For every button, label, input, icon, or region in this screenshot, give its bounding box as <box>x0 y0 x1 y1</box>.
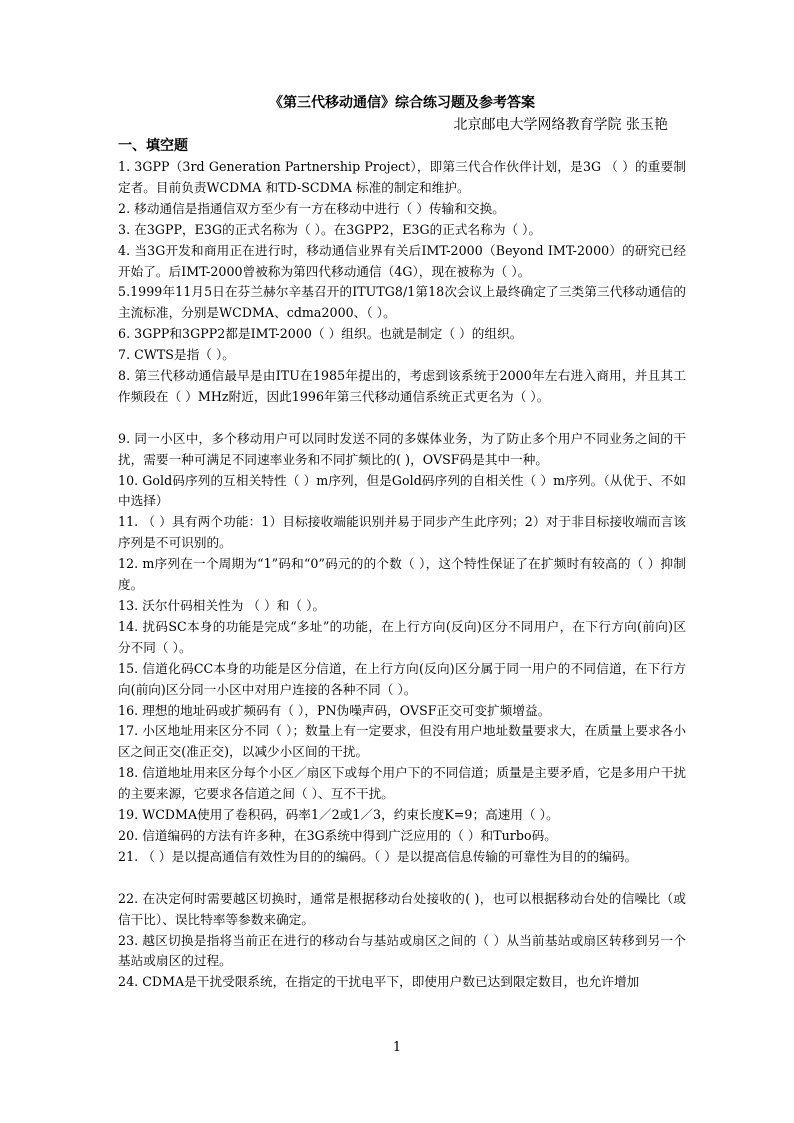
question-17: 17. 小区地址用来区分不同（ ）；数量上有一定要求，但没有用户地址数量要求大，在质量上要求各小区之间正交(准正交)，以减少小区间的干扰。 <box>118 723 686 760</box>
question-16: 16. 理想的地址码或扩频码有（ ），PN伪噪声码，OVSF正交可变扩频增益。 <box>118 702 551 718</box>
question-22: 22. 在决定何时需要越区切换时，通常是根据移动台处接收的( )，也可以根据移动台处的信噪比（或信干比）、误比特率等参数来确定。 <box>118 890 686 927</box>
question-4: 4. 当3G开发和商用正在进行时，移动通信业界有关后IMT-2000（Beyond IMT-2000）的研究已经开始了。后IMT-2000曾被称为第四代移动通信（4G），现在被称为（ ）。 <box>118 242 686 279</box>
question-15: 15. 信道化码CC本身的功能是区分信道，在上行方向(反向)区分属于同一用户的不同信道，在下行方向(前向)区分同一小区中对用户连接的各种不同（ ）。 <box>118 660 686 697</box>
document-page <box>118 92 686 993</box>
question-6: 6. 3GPP和3GPP2都是IMT-2000（ ）组织。也就是制定（ ）的组织。 <box>118 326 523 342</box>
question-18: 18. 信道地址用来区分每个小区／扇区下或每个用户下的不同信道；质量是主要矛盾，它是多用户干扰的主要来源，它要求各信道之间（ ）、互不干扰。 <box>118 765 686 802</box>
question-1: 1. 3GPP（3rd Generation Partnership Project），即第三代合作伙伴计划，是3G （ ）的重要制定者。目前负责WCDMA 和TD-SCDMA 标准的制定和维护。 <box>118 159 686 195</box>
page-number: 1 <box>392 1040 402 1055</box>
question-20: 20. 信道编码的方法有许多种，在3G系统中得到广泛应用的（ ）和Turbo码。 <box>118 827 557 843</box>
question-24: 24. CDMA是干扰受限系统，在指定的干扰电平下，即使用户数已达到限定数目，也允许增加 <box>118 974 640 990</box>
question-10: 10. Gold码序列的互相关特性（ ）m序列，但是Gold码序列的自相关性（ ）m序列。（从优于、不如中选择） <box>118 472 686 509</box>
question-2: 2. 移动通信是指通信双方至少有一方在移动中进行（ ）传输和交换。 <box>118 200 505 216</box>
paragraph-gap <box>118 868 686 889</box>
document-author: 北京邮电大学网络教育学院 张玉艳 <box>453 117 668 133</box>
question-14: 14. 扰码SC本身的功能是完成“多址”的功能，在上行方向(反向)区分不同用户，在下行方向(前向)区分不同（ ）。 <box>118 618 686 655</box>
document-title: 《第三代移动通信》综合练习题及参考答案 <box>269 95 535 111</box>
question-9: 9. 同一小区中，多个移动用户可以同时发送不同的多媒体业务，为了防止多个用户不同业务之间的干扰，需要一种可满足不同速率业务和不同扩频比的( )，OVSF码是其中一种。 <box>118 430 686 467</box>
question-23: 23. 越区切换是指将当前正在进行的移动台与基站或扇区之间的（ ）从当前基站或扇区转移到另一个基站或扇区的过程。 <box>118 932 686 969</box>
question-5: 5.1999年11月5日在芬兰赫尔辛基召开的ITUTG8/1第18次会议上最终确定了三类第三代移动通信的主流标准，分别是WCDMA、cdma2000、（ ）。 <box>118 284 686 321</box>
question-3: 3. 在3GPP，E3G的正式名称为（ ）。在3GPP2，E3G的正式名称为（ ）。 <box>118 221 542 237</box>
question-8: 8. 第三代移动通信最早是由ITU在1985年提出的，考虑到该系统于2000年左右进入商用，并且其工作频段在（ ）MHz附近，因此1996年第三代移动通信系统正式更名为（ ）。 <box>118 368 686 404</box>
question-7: 7. CWTS是指（ ）。 <box>118 347 235 363</box>
question-12: 12. m序列在一个周期为“1”码和“0”码元的的个数（ ），这个特性保证了在扩频时有较高的（ ）抑制度。 <box>118 556 686 593</box>
section-heading: 一、填空题 <box>118 138 188 154</box>
question-11: 11. （ ）具有两个功能：1）目标接收端能识别并易于同步产生此序列；2）对于非目标接收端而言该序列是不可识别的。 <box>118 514 686 551</box>
question-19: 19. WCDMA使用了卷积码，码率1／2或1／3，约束长度K=9；高速用（ ）。 <box>118 807 559 823</box>
question-21: 21. （ ）是以提高通信有效性为目的的编码。（ ）是以提高信息传输的可靠性为目的的编码。 <box>118 848 638 864</box>
question-13: 13. 沃尔什码相关性为 （ ）和（ ）。 <box>118 598 326 614</box>
paragraph-gap <box>118 408 686 429</box>
